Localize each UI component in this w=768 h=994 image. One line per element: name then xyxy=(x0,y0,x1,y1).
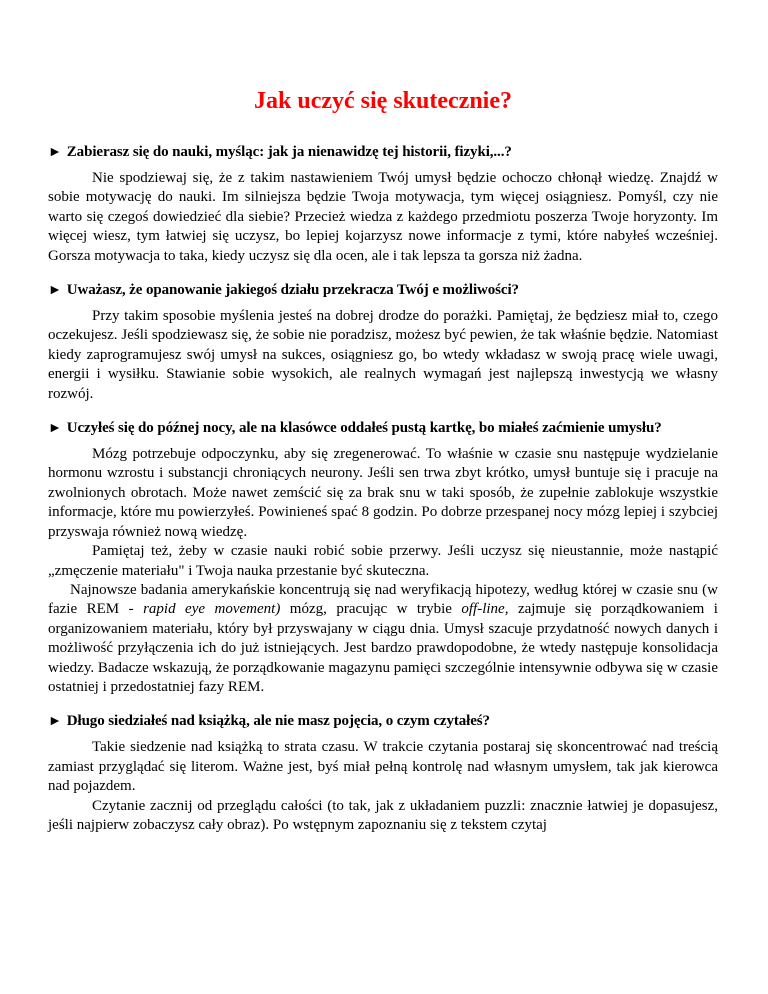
text-run: mózg, pracując w trybie xyxy=(280,601,462,618)
section-capability xyxy=(48,280,718,404)
section-motivation xyxy=(48,142,718,266)
triangle-bullet-icon: ► xyxy=(48,421,62,437)
heading-text: Uczyłeś się do późnej nocy, ale na klasówce oddałeś pustą kartkę, bo miałeś zaćmienie umysłu? xyxy=(66,420,662,437)
paragraph: Czytanie zacznij od przeglądu całości (to tak, jak z układaniem puzzli: znacznie łatwiej je dopasujesz, jeśli najpierw zobaczysz cały obraz). Po wstępnym zapoznaniu się z tekstem czytaj xyxy=(48,797,718,833)
page-title: Jak uczyć się skutecznie? xyxy=(254,88,512,114)
paragraph: Nie spodziewaj się, że z takim nastawieniem Twój umysł będzie ochoczo chłonął wiedzę. Znajdź w sobie motywację do nauki. Im silniejsza będzie Twoja motywacja, tym więcej osiągniesz. Pomyśl, czy nie warto się czegoś dowiedzieć dla siebie? Przecież wiedza z każdego przedmiotu poszerza Twoje horyzonty. Im więcej wiesz, tym łatwiej się uczysz, bo lepiej kojarzysz nowe informacje z tymi, które nabyłeś wcześniej. Gorsza motywacja to taka, kiedy uczysz się dla ocen, ale i tak lepsza ta gorsza niż żadna. xyxy=(48,170,718,264)
italic-run: off-line, xyxy=(461,601,509,618)
heading-text: Długo siedziałeś nad książką, ale nie masz pojęcia, o czym czytałeś? xyxy=(66,713,490,730)
paragraph: Mózg potrzebuje odpoczynku, aby się zregenerować. To właśnie w czasie snu następuje wydzielanie hormonu wzrostu i substancji chroniących neurony. Jeśli sen trwa zbyt krótko, umysł buntuje się i pracuje na zwolnionych obrotach. Może nawet zemścić się za brak snu w taki sposób, że zupełnie zablokuje wszystkie informacje, które mu powierzyłeś. Powinieneś spać 8 godzin. Po dobrze przespanej nocy mózg lepiej i szybciej przyswaja również nową wiedzę. xyxy=(48,446,718,540)
paragraph-rem xyxy=(48,581,718,697)
text-run: zajmuje się porządkowaniem i organizowaniem materiału, który był przyswajany w ciągu dnia. Umysł szacuje przydatność nowych danych i możliwość przyłączenia ich do już istniejących. Jest bardzo prawdopodobne, że wtedy następuje konsolidacja wiedzy. Badacze wskazują, że porządkowanie magazynu pamięci szczególnie intensywnie odbywa się w czasie ostatniej i przedostatniej fazy REM. xyxy=(48,601,718,695)
section-heading xyxy=(48,280,718,301)
section-sleep xyxy=(48,418,718,697)
paragraph: Pamiętaj też, żeby w czasie nauki robić sobie przerwy. Jeśli uczysz się nieustannie, może nastąpić „zmęczenie materiału" i Twoja nauka przestanie być skuteczna. xyxy=(48,543,718,579)
italic-run: rapid eye movement) xyxy=(143,601,281,618)
paragraph: Przy takim sposobie myślenia jesteś na dobrej drodze do porażki. Pamiętaj, że będziesz miał to, czego oczekujesz. Jeśli spodziewasz się, że sobie nie poradzisz, możesz być pewien, że tak właśnie będzie. Natomiast kiedy zaprogramujesz swój umysł na sukces, osiągniesz go, bo wtedy wkładasz w swoją pracę wiele uwagi, energii i wysiłku. Stawianie sobie wysokich, ale realnych wymagań jest najlepszą inwestycją we własny rozwój. xyxy=(48,308,718,402)
triangle-bullet-icon: ► xyxy=(48,714,62,730)
heading-text: Uważasz, że opanowanie jakiegoś działu przekracza Twój e możliwości? xyxy=(66,282,519,299)
heading-text: Zabierasz się do nauki, myśląc: jak ja nienawidzę tej historii, fizyki,...? xyxy=(66,144,512,160)
triangle-bullet-icon: ► xyxy=(48,283,62,299)
section-heading xyxy=(48,142,718,163)
section-reading xyxy=(48,711,718,835)
section-heading xyxy=(48,418,718,439)
triangle-bullet-icon: ► xyxy=(48,145,62,160)
document-page xyxy=(48,86,718,849)
paragraph: Takie siedzenie nad książką to strata czasu. W trakcie czytania postaraj się skoncentrować nad treścią zamiast przyglądać się literom. Ważne jest, byś miał pełną kontrolę nad własnym umysłem, tak jak kierowca nad pojazdem. xyxy=(48,739,718,795)
section-heading xyxy=(48,711,718,732)
text-run: Najnowsze badania amerykańskie koncentrują się nad weryfikacją hipotezy, według której w czasie snu (w fazie REM - xyxy=(48,581,718,618)
